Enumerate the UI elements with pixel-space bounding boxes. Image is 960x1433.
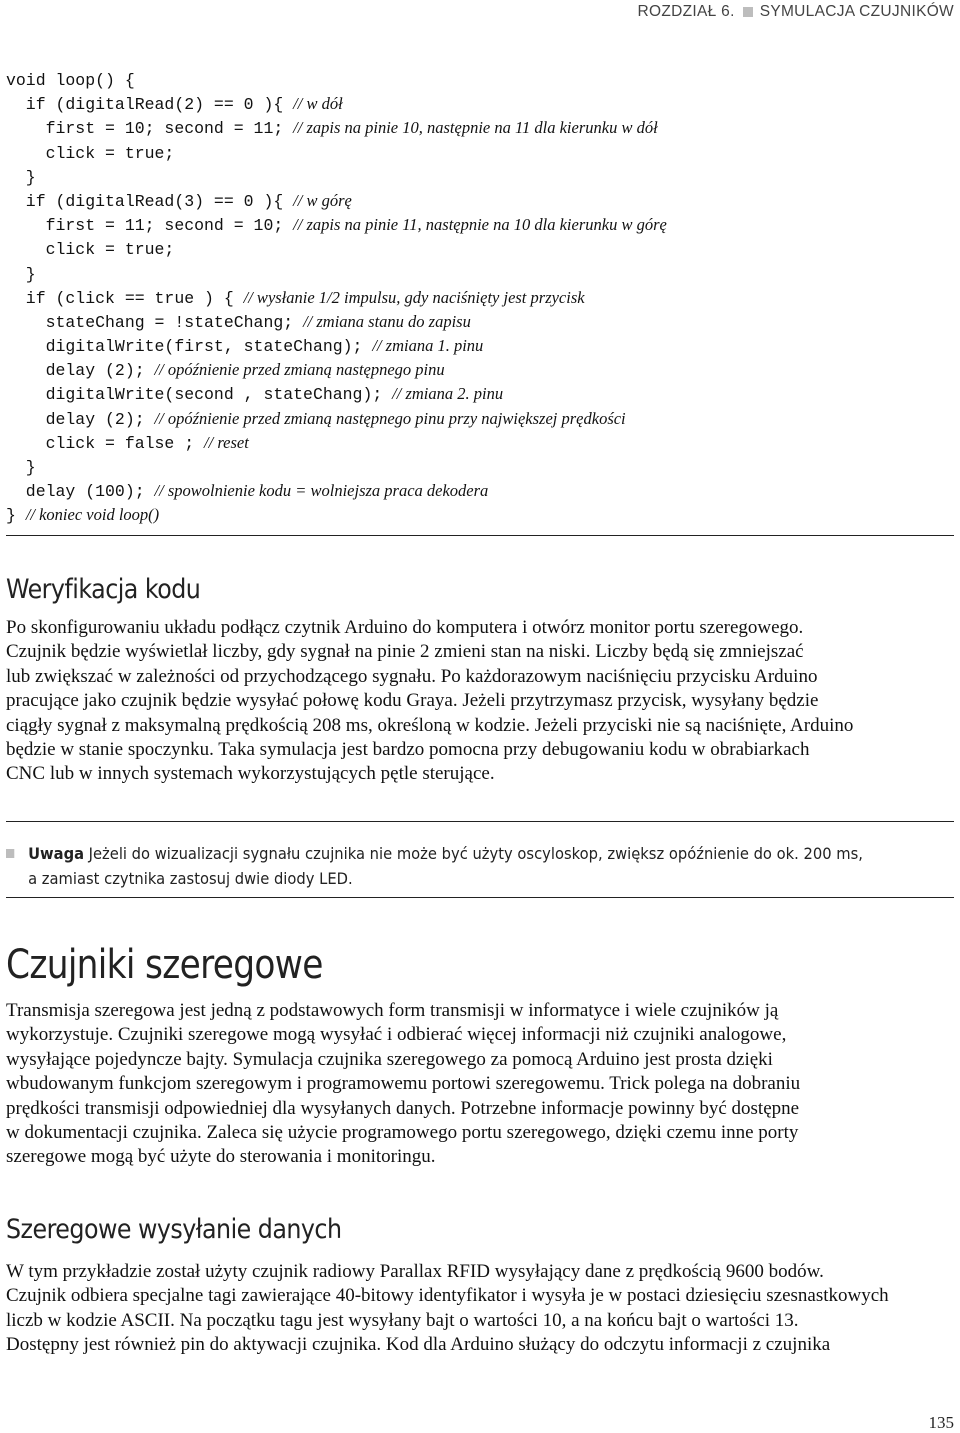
paragraph-line: prędkości transmisji odpowiedniej dla wysyłanych danych. Potrzebne informacje powinny być dostępne [6,1097,800,1119]
chapter-label: ROZDZIAŁ 6. [637,3,735,20]
paragraph-line: W tym przykładzie został użyty czujnik radiowy Parallax RFID wysyłający dane z prędkością 9600 bodów. [6,1261,824,1282]
code-line: click = false ; // reset [6,432,249,453]
running-header [638,3,955,21]
paragraph-line: Transmisja szeregowa jest jedną z podstawowych form transmisji w informatyce i wiele czujników ją [6,1000,779,1021]
header-square-icon [743,7,753,17]
paragraph-line: CNC lub w innych systemach wykorzystujących pętle sterujące. [6,763,495,785]
note-divider-bottom [6,897,954,898]
code-line: delay (100); // spowolnienie kodu = wolniejsza praca dekodera [6,481,489,502]
paragraph-line: ciągły sygnał z maksymalną prędkością 208 ms, określoną w kodzie. Jeżeli przyciski nie są naciśnięte, Arduino [6,714,854,736]
paragraph-line: Czujnik będzie wyświetlał liczby, gdy sygnał na pinie 2 zmieni stan na niski. Liczby będą się zmniejszać [6,641,804,663]
note-label: Uwaga [28,844,85,863]
note-square-icon [6,849,14,858]
code-line: if (click == true ) { // wysłanie 1/2 impulsu, gdy naciśnięty jest przycisk [6,287,585,308]
paragraph-line: Czujnik odbiera specjalne tagi zawierające 40-bitowy identyfikator i wysyła je w postaci dziesięciu szesnastkowych [6,1285,889,1307]
paragraph-verification [6,616,954,787]
paragraph-serial-sending [6,1260,954,1358]
heading-serial-sensors: Czujniki szeregowe [6,942,323,988]
code-line: } [6,458,36,477]
note-box [6,841,954,891]
code-line: click = true; [6,143,175,163]
paragraph-line: wbudowanym funkcjom szeregowym i programowemu portowi szeregowemu. Trick polega na dobraniu [6,1073,801,1095]
code-line: delay (2); // opóźnienie przed zmianą następnego pinu przy największej prędkości [6,408,626,429]
heading-verification: Weryfikacja kodu [6,574,201,605]
code-line: } [6,264,36,284]
section-divider [6,535,954,536]
paragraph-line: w dokumentacji czujnika. Zaleca się użycie programowego portu szeregowego, dzięki czemu inne porty [6,1121,799,1143]
code-line: delay (2); // opóźnienie przed zmianą następnego pinu [6,360,445,381]
code-line: void loop() { [6,71,135,90]
code-line: digitalWrite(first, stateChang); // zmiana 1. pinu [6,336,484,357]
code-line: if (digitalRead(3) == 0 ){ // w górę [6,190,352,211]
code-line: if (digitalRead(2) == 0 ){ // w dół [6,94,343,115]
note-text: a zamiast czytnika zastosuj dwie diody LED. [28,869,353,888]
code-listing [6,68,954,528]
paragraph-line: lub zwiększać w zależności od przychodzącego sygnału. Po każdorazowym naciśnięciu przycisku Arduino [6,665,818,687]
paragraph-serial-sensors [6,999,954,1170]
note-text: Jeżeli do wizualizacji sygnału czujnika nie może być użyty oscyloskop, zwiększ opóźnienie do ok. 200 ms, [88,844,863,863]
code-line: first = 11; second = 10; // zapis na pinie 11, następnie na 10 dla kierunku w górę [6,215,667,236]
code-line: first = 10; second = 11; // zapis na pinie 10, następnie na 11 dla kierunku w dół [6,118,658,139]
code-line: } [6,167,36,187]
paragraph-line: Po skonfigurowaniu układu podłącz czytnik Arduino do komputera i otwórz monitor portu szeregowego. [6,617,804,638]
paragraph-line: będzie w stanie spoczynku. Taka symulacja jest bardzo pomocna przy debugowaniu kodu w obrabiarkach [6,738,810,760]
paragraph-line: wykorzystuje. Czujniki szeregowe mogą wysyłać i odbierać więcej informacji niż czujniki analogowe, [6,1024,787,1046]
heading-serial-sending: Szeregowe wysyłanie danych [6,1214,342,1245]
code-line: stateChang = !stateChang; // zmiana stanu do zapisu [6,311,471,332]
code-line: } // koniec void loop() [6,505,160,526]
code-line: digitalWrite(second , stateChang); // zmiana 2. pinu [6,384,504,405]
page-number: 135 [928,1413,954,1432]
paragraph-line: Dostępny jest również pin do aktywacji czujnika. Kod dla Arduino służący do odczytu informacji z czujnika [6,1334,831,1356]
code-line: click = true; [6,240,175,260]
paragraph-line: wysyłające pojedyncze bajty. Symulacja czujnika szeregowego za pomocą Arduino jest prosta dzięki [6,1048,773,1070]
paragraph-line: pracujące jako czujnik będzie wysyłać połowę kodu Graya. Jeżeli przytrzymasz przycisk, wysyłany będzie [6,690,819,712]
paragraph-line: liczb w kodzie ASCII. Na początku tagu jest wysyłany bajt o wartości 10, a na końcu bajt o wartości 13. [6,1309,799,1331]
paragraph-line: szeregowe mogą być użyte do sterowania i monitoringu. [6,1146,436,1168]
chapter-title: SYMULACJA CZUJNIKÓW [759,3,954,20]
note-divider-top [6,821,954,822]
